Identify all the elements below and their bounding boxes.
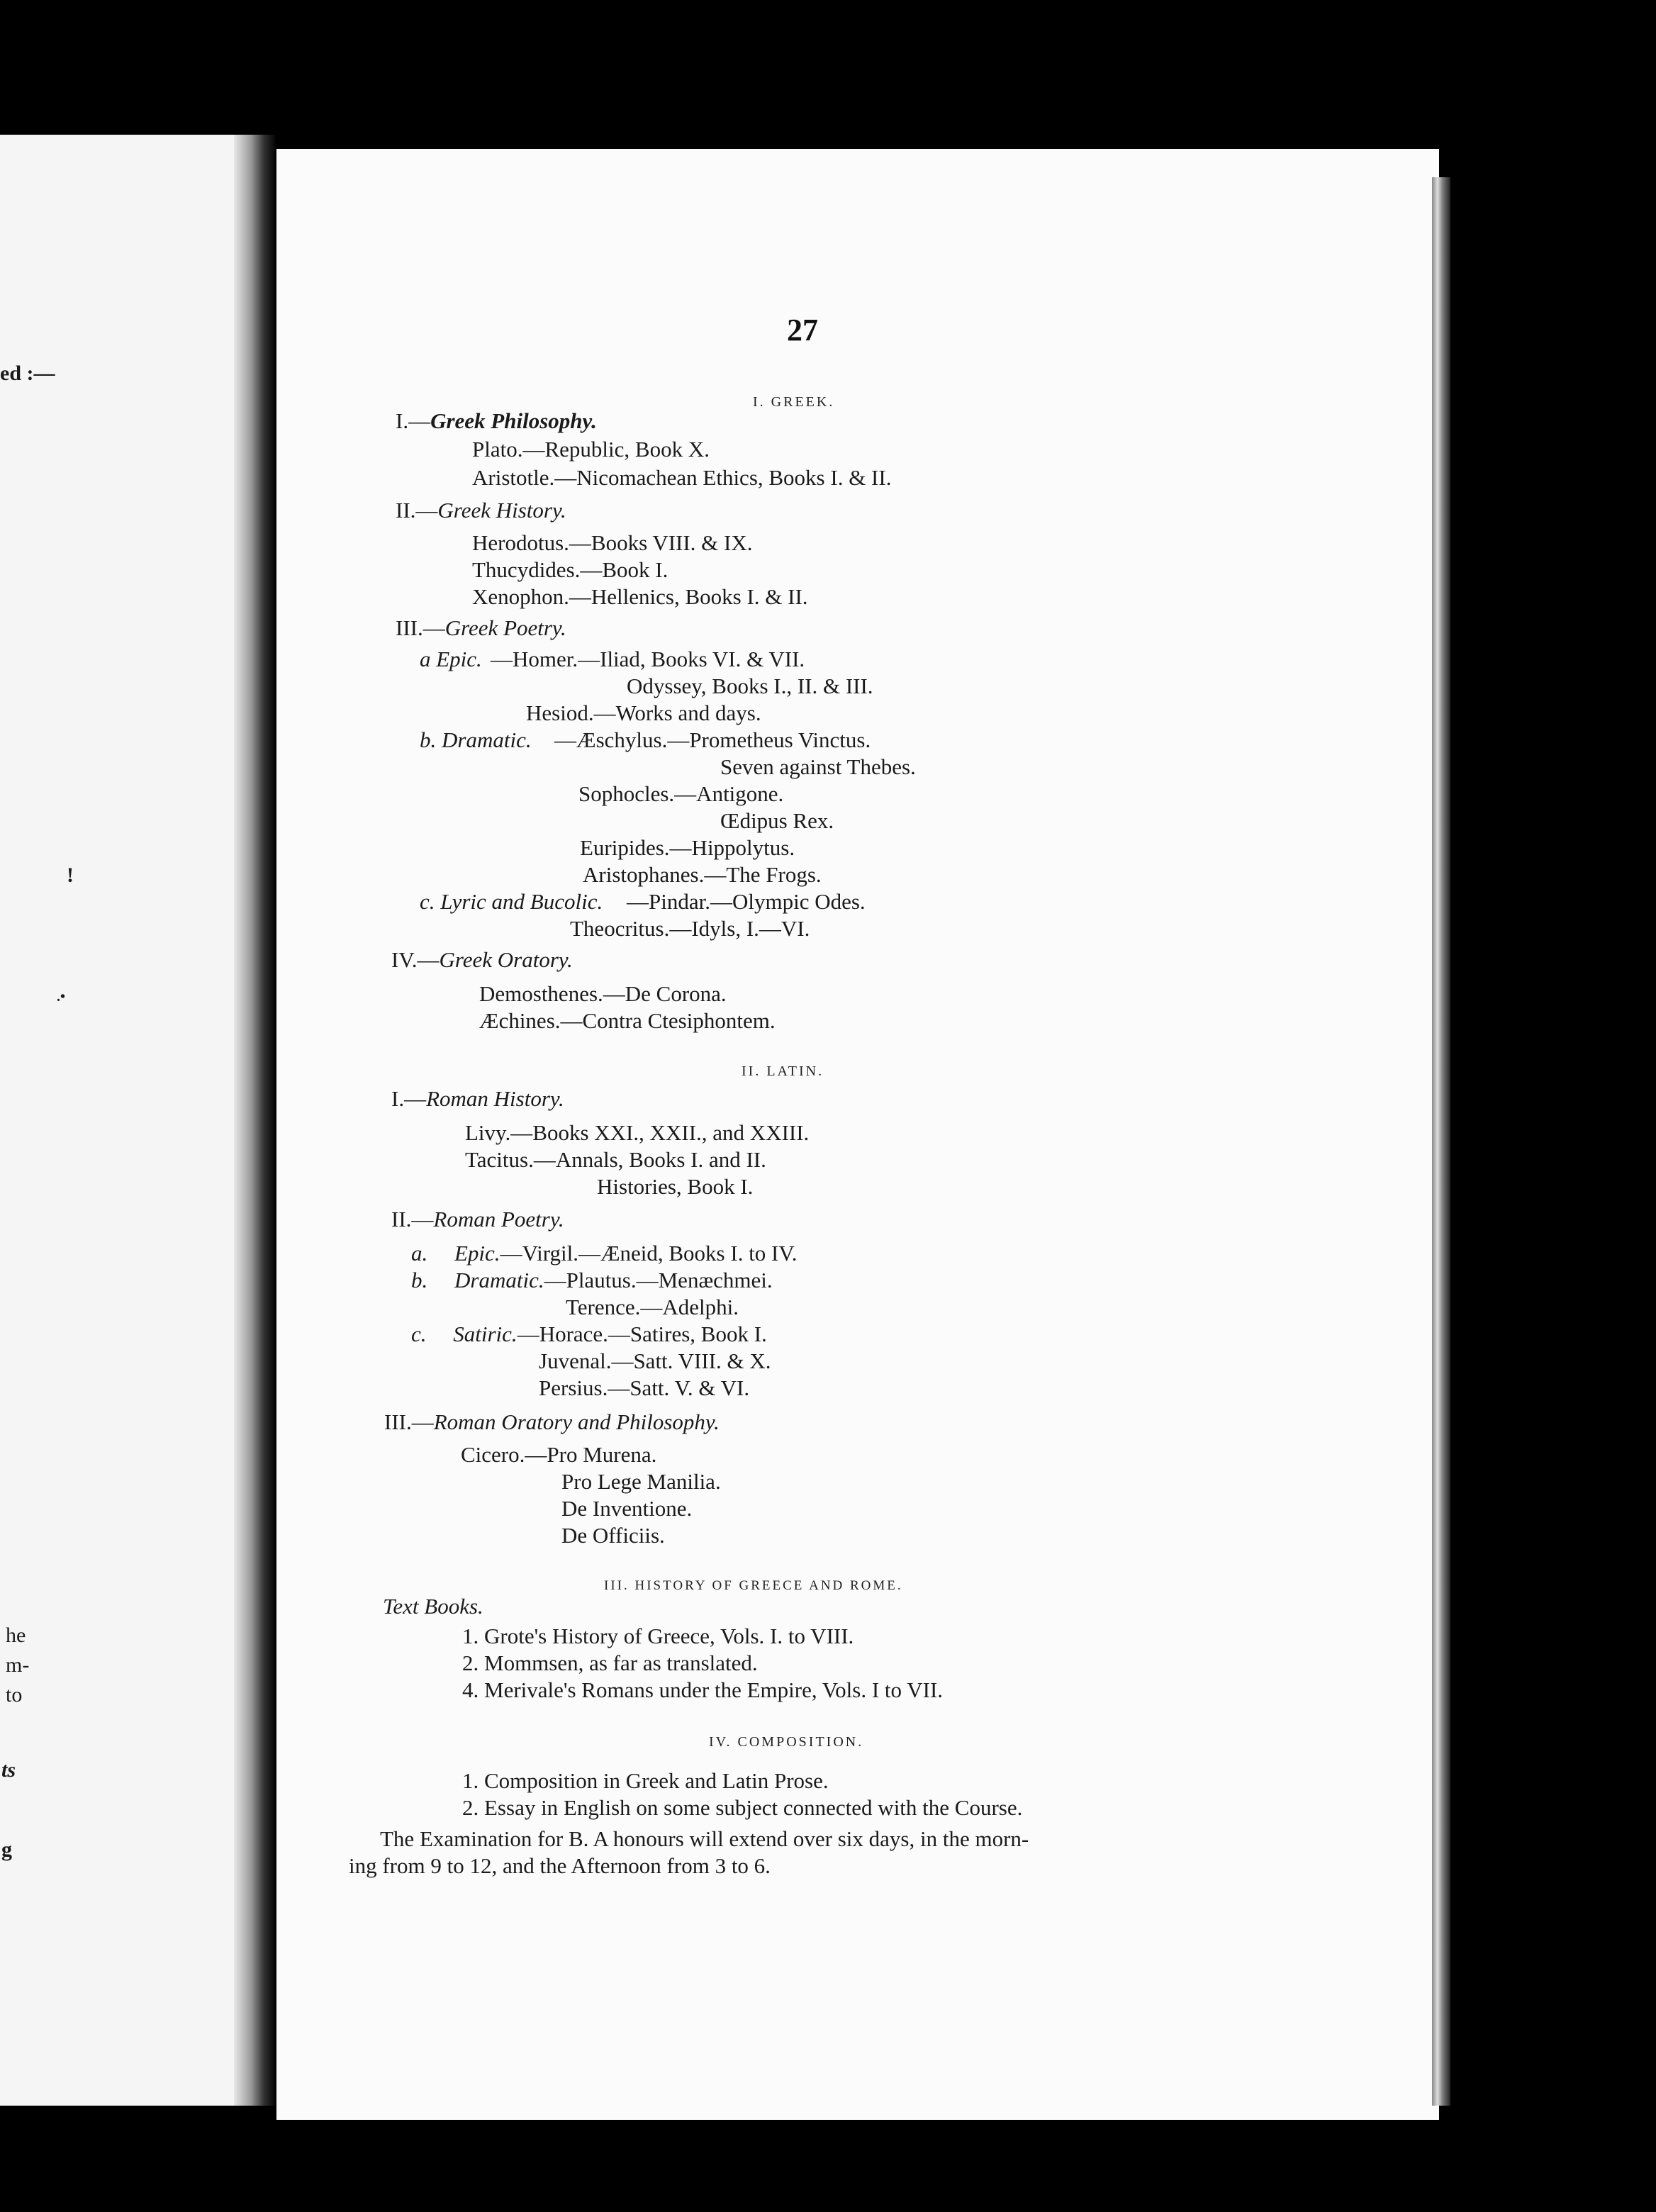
page-edge: [1432, 177, 1450, 2106]
prev-page-fragment: ed :—: [0, 362, 55, 385]
entry-line: Aristophanes.—The Frogs.: [583, 862, 822, 887]
entry-line: Tacitus.—Annals, Books I. and II.: [465, 1147, 766, 1172]
subsection-title: Roman Poetry.: [433, 1207, 564, 1231]
genre-label: Epic.: [454, 1241, 500, 1266]
prev-page-fragment: ts: [1, 1758, 16, 1782]
prev-page-fragment: to: [6, 1683, 23, 1707]
entry-line: De Inventione.: [561, 1496, 693, 1521]
entry-line: Demosthenes.—De Corona.: [479, 981, 727, 1006]
entry-line: Seven against Thebes.: [720, 754, 916, 779]
roman-numeral: III.—: [384, 1409, 434, 1434]
prev-page-fragment: !: [67, 864, 74, 887]
entry-line: Herodotus.—Books VIII. & IX.: [472, 530, 753, 555]
prev-page-fragment: g: [1, 1838, 12, 1861]
greek-poetry-heading: [396, 615, 566, 641]
subsection-title: Greek History.: [437, 498, 566, 523]
entry-text: —Horace.—Satires, Book I.: [517, 1322, 767, 1346]
entry-line: Theocritus.—Idyls, I.—VI.: [570, 916, 810, 941]
poetry-entry-c: [411, 1322, 767, 1347]
subsection-title: Greek Philosophy.: [430, 408, 597, 433]
prev-page-fragment: .•: [57, 989, 66, 1005]
roman-numeral: II.—: [391, 1207, 434, 1231]
entry-line: Æchines.—Contra Ctesiphontem.: [479, 1008, 776, 1033]
subsection-title: Greek Oratory.: [439, 947, 573, 972]
lyric-label: c. Lyric and Bucolic.: [420, 889, 603, 914]
entry-line: —Pindar.—Olympic Odes.: [627, 889, 866, 914]
roman-numeral: I.—: [396, 408, 431, 433]
section-heading-greek: I. GREEK.: [753, 394, 835, 410]
entry-line: Xenophon.—Hellenics, Books I. & II.: [472, 584, 808, 609]
section-heading-composition: IV. COMPOSITION.: [709, 1734, 864, 1750]
entry-text: —Virgil.—Æneid, Books I. to IV.: [500, 1241, 798, 1266]
prev-page-fragment: he: [6, 1624, 26, 1647]
list-letter: a.: [411, 1241, 428, 1266]
entry-line: Cicero.—Pro Murena.: [461, 1442, 657, 1467]
book-gutter: [234, 135, 276, 2106]
entry-line: Livy.—Books XXI., XXII., and XXIII.: [465, 1120, 810, 1145]
entry-line: De Officiis.: [561, 1523, 665, 1548]
entry-line: Histories, Book I.: [597, 1174, 754, 1199]
entry-text: —Plautus.—Menæchmei.: [544, 1268, 773, 1292]
section-heading-history: III. HISTORY OF GREECE AND ROME.: [604, 1578, 903, 1593]
entry-line: Juvenal.—Satt. VIII. & X.: [539, 1348, 771, 1373]
text-book-item: 2. Mommsen, as far as translated.: [462, 1650, 758, 1675]
entry-line: Œdipus Rex.: [720, 808, 834, 833]
roman-numeral: I.—: [391, 1086, 427, 1111]
greek-oratory-heading: [391, 947, 573, 973]
composition-item: 2. Essay in English on some subject connected with the Course.: [462, 1795, 1023, 1820]
epic-label: a Epic.: [420, 647, 482, 671]
text-book-item: 1. Grote's History of Greece, Vols. I. to VIII.: [462, 1624, 854, 1648]
entry-line: Hesiod.—Works and days.: [526, 700, 761, 725]
entry-line: Persius.—Satt. V. & VI.: [539, 1375, 750, 1400]
entry-line: Odyssey, Books I., II. & III.: [627, 674, 873, 698]
entry-line: Plato.—Republic, Book X.: [472, 437, 710, 462]
composition-item: 1. Composition in Greek and Latin Prose.: [462, 1768, 829, 1793]
roman-history-heading: [391, 1086, 564, 1112]
exam-note-line-2: ing from 9 to 12, and the Afternoon from 3 to 6.: [349, 1853, 771, 1878]
entry-line: —Æschylus.—Prometheus Vinctus.: [554, 727, 871, 752]
entry-line: —Homer.—Iliad, Books VI. & VII.: [491, 647, 805, 671]
genre-label: Satiric.: [453, 1322, 518, 1346]
section-heading-latin: II. LATIN.: [742, 1063, 824, 1079]
entry-line: Pro Lege Manilia.: [561, 1469, 721, 1494]
genre-label: Dramatic.: [454, 1268, 544, 1292]
greek-history-heading: [396, 498, 566, 523]
previous-page: [0, 135, 248, 2106]
entry-line: Thucydides.—Book I.: [472, 557, 668, 582]
subsection-title: Roman Oratory and Philosophy.: [433, 1409, 720, 1434]
roman-poetry-heading: [391, 1207, 564, 1232]
list-letter: c.: [411, 1322, 427, 1346]
entry-line: Sophocles.—Antigone.: [578, 781, 784, 806]
dramatic-label: b. Dramatic.: [420, 727, 532, 752]
list-letter: b.: [411, 1268, 428, 1292]
prev-page-fragment: m-: [6, 1653, 30, 1677]
roman-numeral: II.—: [396, 498, 438, 523]
roman-numeral: III.—: [396, 615, 445, 640]
page-number: 27: [787, 313, 818, 347]
roman-numeral: IV.—: [391, 947, 440, 972]
poetry-entry-b: [411, 1268, 773, 1293]
text-books-label: Text Books.: [383, 1594, 483, 1619]
entry-line: Aristotle.—Nicomachean Ethics, Books I. & II.: [472, 465, 892, 490]
greek-philosophy-heading: [396, 408, 597, 434]
subsection-title: Roman History.: [426, 1086, 564, 1111]
entry-line: Terence.—Adelphi.: [566, 1295, 739, 1319]
roman-oratory-heading: [384, 1409, 720, 1435]
poetry-entry-a: [411, 1241, 798, 1266]
text-book-item: 4. Merivale's Romans under the Empire, Vols. I to VII.: [462, 1677, 944, 1702]
exam-note-line-1: The Examination for B. A honours will extend over six days, in the morn-: [380, 1826, 1029, 1851]
scanned-page: [276, 149, 1439, 2120]
subsection-title: Greek Poetry.: [444, 615, 566, 640]
entry-line: Euripides.—Hippolytus.: [580, 835, 795, 860]
